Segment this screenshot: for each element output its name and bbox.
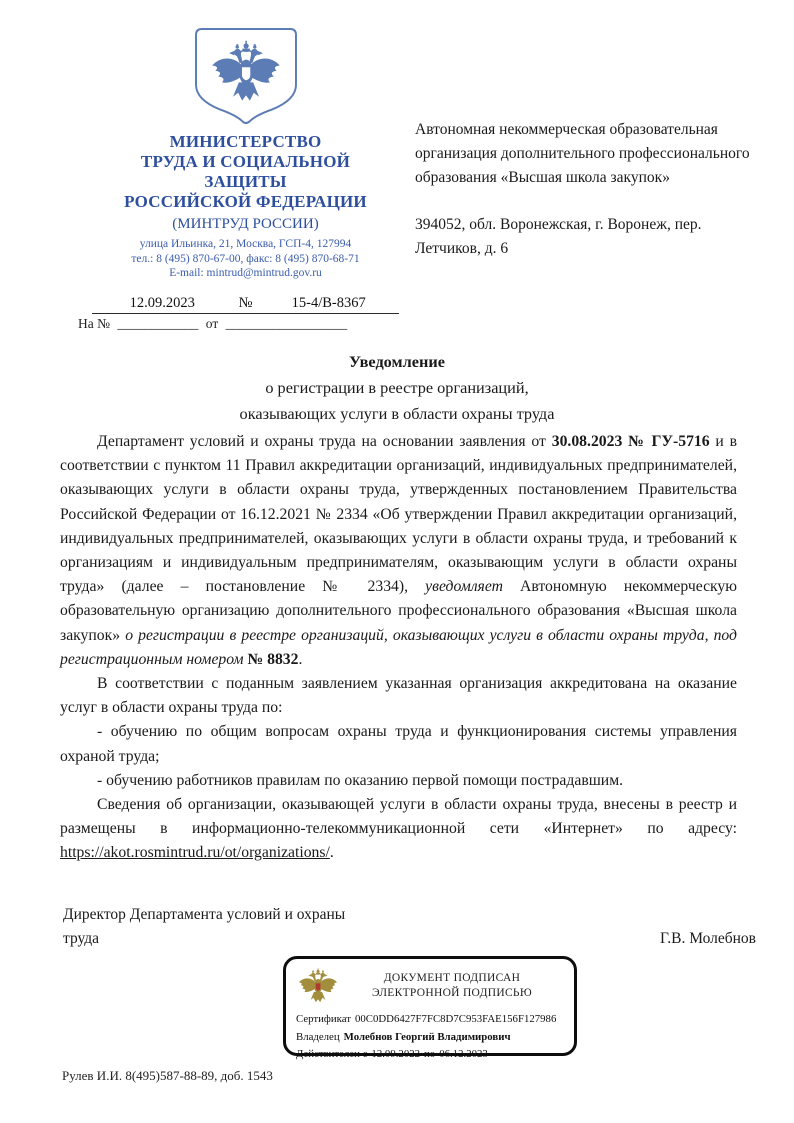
certificate-label: Сертификат — [296, 1013, 351, 1025]
title-line: о регистрации в реестре организаций, — [265, 378, 529, 397]
reference-label: На № — [78, 316, 110, 331]
certificate-value: 00C0DD6427F7FC8D7C953FAE156F127986 — [354, 1013, 557, 1025]
body-text-segment: Автономную некоммерческую образовательную организацию дополнительного профессионального образования «Высшая школа закупок» — [60, 578, 737, 644]
body-italic-segment: о регистрации в реестре организаций, оказывающих услуги в области охраны труда, под регистрационным номером — [60, 626, 737, 668]
ministry-phone: тел.: 8 (495) 870-67-00, факс: 8 (495) 870-68-71 — [131, 252, 360, 265]
owner-value: Молебнов Георгий Владимирович — [343, 1030, 511, 1043]
title-line: оказывающих услуги в области охраны труда — [239, 404, 555, 423]
ministry-name-line: ТРУДА И СОЦИАЛЬНОЙ — [140, 152, 351, 171]
title-line: Уведомление — [349, 352, 445, 371]
valid-from-date: 12.09.2022 — [371, 1048, 421, 1060]
body-text-segment: Департамент условий и охраны труда на основании заявления от — [97, 433, 552, 450]
stamp-validity-line — [296, 1046, 564, 1064]
reference-blank: ____________ — [117, 316, 199, 331]
ministry-header — [88, 28, 403, 314]
list-item-training-general: - обучению по общим вопросам охраны труда и функционирования системы управления охраной труда; — [60, 723, 737, 765]
signature-block — [63, 903, 756, 951]
document-body — [60, 430, 737, 866]
ministry-name-line: ЗАЩИТЫ — [204, 172, 287, 191]
paragraph-services-intro: В соответствии с поданным заявлением указанная организация аккредитована на оказание услуг в области охраны труда по: — [60, 675, 737, 717]
stamp-eagle-icon — [296, 965, 340, 1007]
body-bold-segment: 30.08.2023 № ГУ-5716 — [551, 433, 710, 450]
ministry-address: улица Ильинка, 21, Москва, ГСП-4, 127994 — [139, 238, 352, 250]
body-italic-segment: уведомляет — [425, 578, 503, 596]
paragraph-registry-info — [60, 793, 737, 866]
document-date-number-line — [92, 293, 399, 314]
electronic-signature-stamp — [283, 956, 577, 1060]
reference-from-label: от — [205, 316, 219, 331]
registry-link[interactable]: https://akot.rosmintrud.ru/ot/organizations/ — [60, 844, 330, 862]
stamp-title — [340, 971, 564, 1001]
stamp-owner-line — [296, 1029, 564, 1047]
executor-contact: Рулев И.И. 8(495)587-88-89, доб. 1543 — [62, 1068, 273, 1083]
recipient-block — [415, 118, 753, 261]
list-item-training-first-aid: - обучению работников правилам по оказанию первой помощи пострадавшим. — [97, 771, 624, 789]
valid-to-label: по — [424, 1048, 436, 1060]
owner-label: Владелец — [296, 1030, 340, 1043]
ministry-name-line: РОССИЙСКОЙ ФЕДЕРАЦИИ — [124, 192, 367, 211]
recipient-address: 394052, обл. Воронежская, г. Воронеж, пер. Летчиков, д. 6 — [415, 216, 702, 257]
body-bold-segment: № 8832 — [247, 650, 299, 668]
document-date: 12.09.2023 — [129, 294, 195, 311]
stamp-title-line: ДОКУМЕНТ ПОДПИСАН — [383, 972, 521, 984]
double-eagle-icon — [207, 35, 285, 109]
stamp-details — [296, 1011, 564, 1064]
reference-line — [78, 316, 351, 332]
body-text-segment: и в соответствии с пунктом 11 Правил аккредитации организаций, индивидуальных предпринимателей, оказывающих услуги в области охраны труда, утвержденных постановлением Правительства Российской Федерации от 16.12.2021 № 2334 «Об утверждении Правил аккредитации организаций, индивидуальных предпринимателей, оказывающих услуги в области охраны труда, и требований к организациям и индивидуальным предпринимателям, оказывающим услуги в области охраны труда» (далее – постановление № 2334), — [60, 433, 738, 596]
document-number: 15-4/В-8367 — [291, 294, 366, 311]
body-text-segment: Сведения об организации, оказывающей услуги в области охраны труда, внесены в реестр и размещены в информационно-телекоммуникационной сети «Интернет» по адресу: — [60, 796, 737, 838]
reference-blank: __________________ — [225, 316, 348, 331]
paragraph-accreditation — [60, 430, 737, 672]
valid-to-date: 06.12.2023 — [439, 1048, 488, 1060]
document-title — [0, 349, 794, 427]
ministry-contacts — [88, 237, 403, 281]
ministry-name-line: МИНИСТЕРСТВО — [169, 132, 322, 151]
number-sign: № — [238, 294, 253, 311]
body-text-segment: . — [298, 650, 303, 668]
signer-position: Директор Департамента условий и охраны труда — [63, 906, 346, 947]
stamp-certificate-line — [296, 1011, 564, 1029]
body-text-segment: . — [329, 844, 334, 862]
validity-label: Действителен с — [296, 1048, 368, 1060]
stamp-title-line: ЭЛЕКТРОННОЙ ПОДПИСЬЮ — [372, 987, 532, 999]
ministry-short-name: (МИНТРУД РОССИИ) — [172, 216, 319, 232]
signer-name: Г.В. Молебнов — [660, 930, 756, 947]
ministry-name — [88, 132, 403, 212]
ministry-emblem — [195, 28, 297, 126]
ministry-email: E-mail: mintrud@mintrud.gov.ru — [169, 267, 322, 279]
stamp-header — [296, 965, 564, 1007]
recipient-name: Автономная некоммерческая образовательная организация дополнительного профессионального образования «Высшая школа закупок» — [415, 121, 750, 186]
